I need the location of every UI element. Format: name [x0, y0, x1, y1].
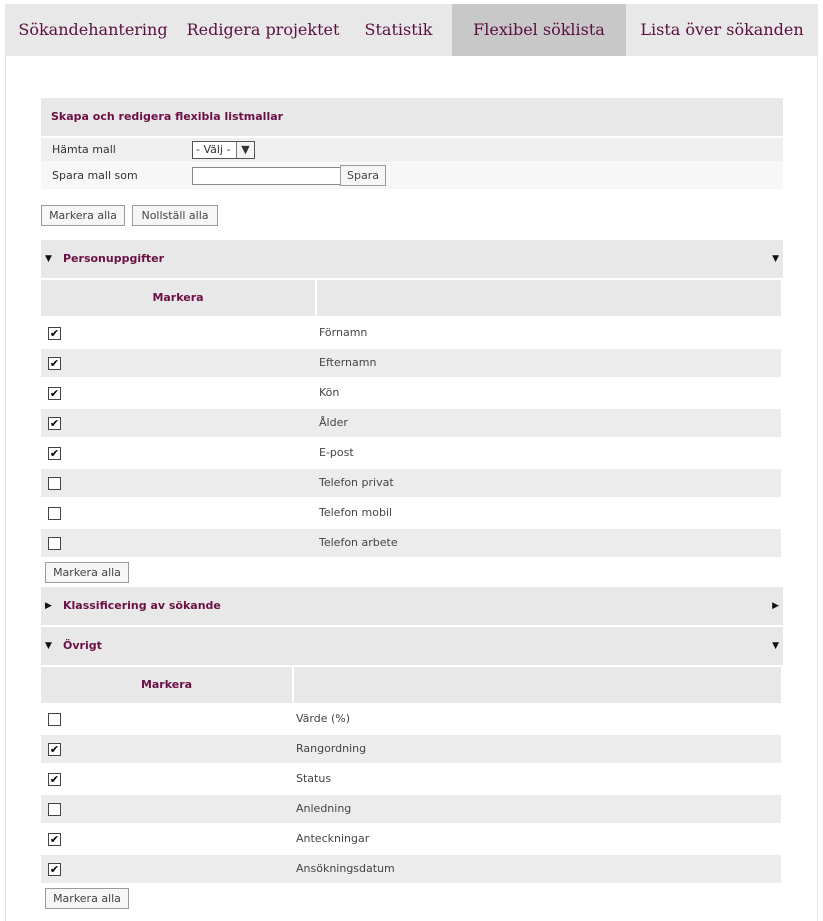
- check-icon: ✔: [49, 447, 60, 460]
- field-row: [41, 735, 781, 763]
- field-checkbox[interactable]: [48, 447, 61, 460]
- field-label: Telefon arbete: [319, 536, 398, 549]
- field-checkbox[interactable]: [48, 537, 61, 550]
- section-header-ovrigt[interactable]: [41, 627, 783, 665]
- save-template-label: Spara mall som: [52, 169, 138, 182]
- field-checkbox[interactable]: [48, 357, 61, 370]
- check-icon: ✔: [49, 863, 60, 876]
- triangle-down-icon: ▼: [772, 254, 779, 264]
- template-title: Skapa och redigera flexibla listmallar: [41, 98, 783, 136]
- field-label: Kön: [319, 386, 340, 399]
- reset-all-button[interactable]: Nollställ alla: [132, 205, 218, 226]
- check-icon: ✔: [49, 387, 60, 400]
- field-row: [41, 499, 781, 527]
- field-label: Rangordning: [296, 742, 367, 755]
- check-icon: ✔: [49, 327, 60, 340]
- field-row: [41, 855, 781, 883]
- field-label: Förnamn: [319, 326, 368, 339]
- field-row: [41, 349, 781, 377]
- field-row: [41, 529, 781, 557]
- triangle-down-icon: ▼: [45, 641, 52, 651]
- field-label: Anledning: [296, 802, 352, 815]
- field-label: Ansökningsdatum: [296, 862, 395, 875]
- field-row: [41, 469, 781, 497]
- field-label: Värde (%): [296, 712, 351, 725]
- chevron-down-icon: ▼: [236, 142, 254, 158]
- tab-statistik[interactable]: Statistik: [364, 20, 433, 39]
- tab-redigera-projektet[interactable]: Redigera projektet: [186, 20, 340, 39]
- mark-all-button[interactable]: Markera alla: [41, 205, 125, 226]
- save-template-row: [41, 163, 783, 189]
- check-icon: ✔: [49, 773, 60, 786]
- field-row: [41, 765, 781, 793]
- field-checkbox[interactable]: [48, 803, 61, 816]
- check-icon: ✔: [49, 743, 60, 756]
- section-title-klassificering: Klassificering av sökande: [63, 599, 221, 612]
- field-label: Status: [296, 772, 332, 785]
- field-checkbox[interactable]: [48, 863, 61, 876]
- field-label: Telefon mobil: [319, 506, 393, 519]
- section-header-personuppgifter[interactable]: [41, 240, 783, 278]
- other-mark-all-button[interactable]: Markera alla: [45, 888, 129, 909]
- field-checkbox[interactable]: [48, 743, 61, 756]
- column-header-markera: Markera: [41, 667, 292, 703]
- field-row: [41, 319, 781, 347]
- field-row: [41, 439, 781, 467]
- field-checkbox[interactable]: [48, 417, 61, 430]
- template-select-value: - Välj -: [196, 143, 231, 156]
- check-icon: ✔: [49, 357, 60, 370]
- field-row: [41, 825, 781, 853]
- triangle-down-icon: ▼: [772, 641, 779, 651]
- field-label: Ålder: [319, 416, 348, 429]
- load-template-row: [41, 138, 783, 162]
- section-title-personuppgifter: Personuppgifter: [63, 252, 165, 265]
- load-template-label: Hämta mall: [52, 143, 116, 156]
- field-label: Telefon privat: [319, 476, 394, 489]
- triangle-right-icon: ▶: [772, 601, 779, 611]
- tab-flexibel-soklista[interactable]: Flexibel söklista: [452, 4, 626, 56]
- field-checkbox[interactable]: [48, 477, 61, 490]
- column-header-field: [317, 280, 781, 316]
- section-title-ovrigt: Övrigt: [63, 639, 102, 652]
- field-checkbox[interactable]: [48, 387, 61, 400]
- section-header-klassificering[interactable]: [41, 587, 783, 625]
- tab-bar: [5, 4, 818, 56]
- personal-mark-all-button[interactable]: Markera alla: [45, 562, 129, 583]
- tab-sokandehantering[interactable]: Sökandehantering: [18, 20, 168, 39]
- field-row: [41, 379, 781, 407]
- field-label: Efternamn: [319, 356, 377, 369]
- field-label: E-post: [319, 446, 354, 459]
- field-row: [41, 705, 781, 733]
- field-checkbox[interactable]: [48, 507, 61, 520]
- field-row: [41, 795, 781, 823]
- template-select[interactable]: [192, 141, 255, 159]
- save-button[interactable]: Spara: [340, 165, 386, 186]
- field-row: [41, 409, 781, 437]
- column-header-markera: Markera: [41, 280, 315, 316]
- triangle-right-icon: ▶: [45, 601, 52, 611]
- field-checkbox[interactable]: [48, 773, 61, 786]
- field-checkbox[interactable]: [48, 327, 61, 340]
- field-label: Anteckningar: [296, 832, 370, 845]
- column-header-field: [294, 667, 781, 703]
- field-checkbox[interactable]: [48, 833, 61, 846]
- check-icon: ✔: [49, 417, 60, 430]
- check-icon: ✔: [49, 833, 60, 846]
- field-checkbox[interactable]: [48, 713, 61, 726]
- triangle-down-icon: ▼: [45, 254, 52, 264]
- tab-lista-over-sokanden[interactable]: Lista över sökanden: [640, 20, 804, 39]
